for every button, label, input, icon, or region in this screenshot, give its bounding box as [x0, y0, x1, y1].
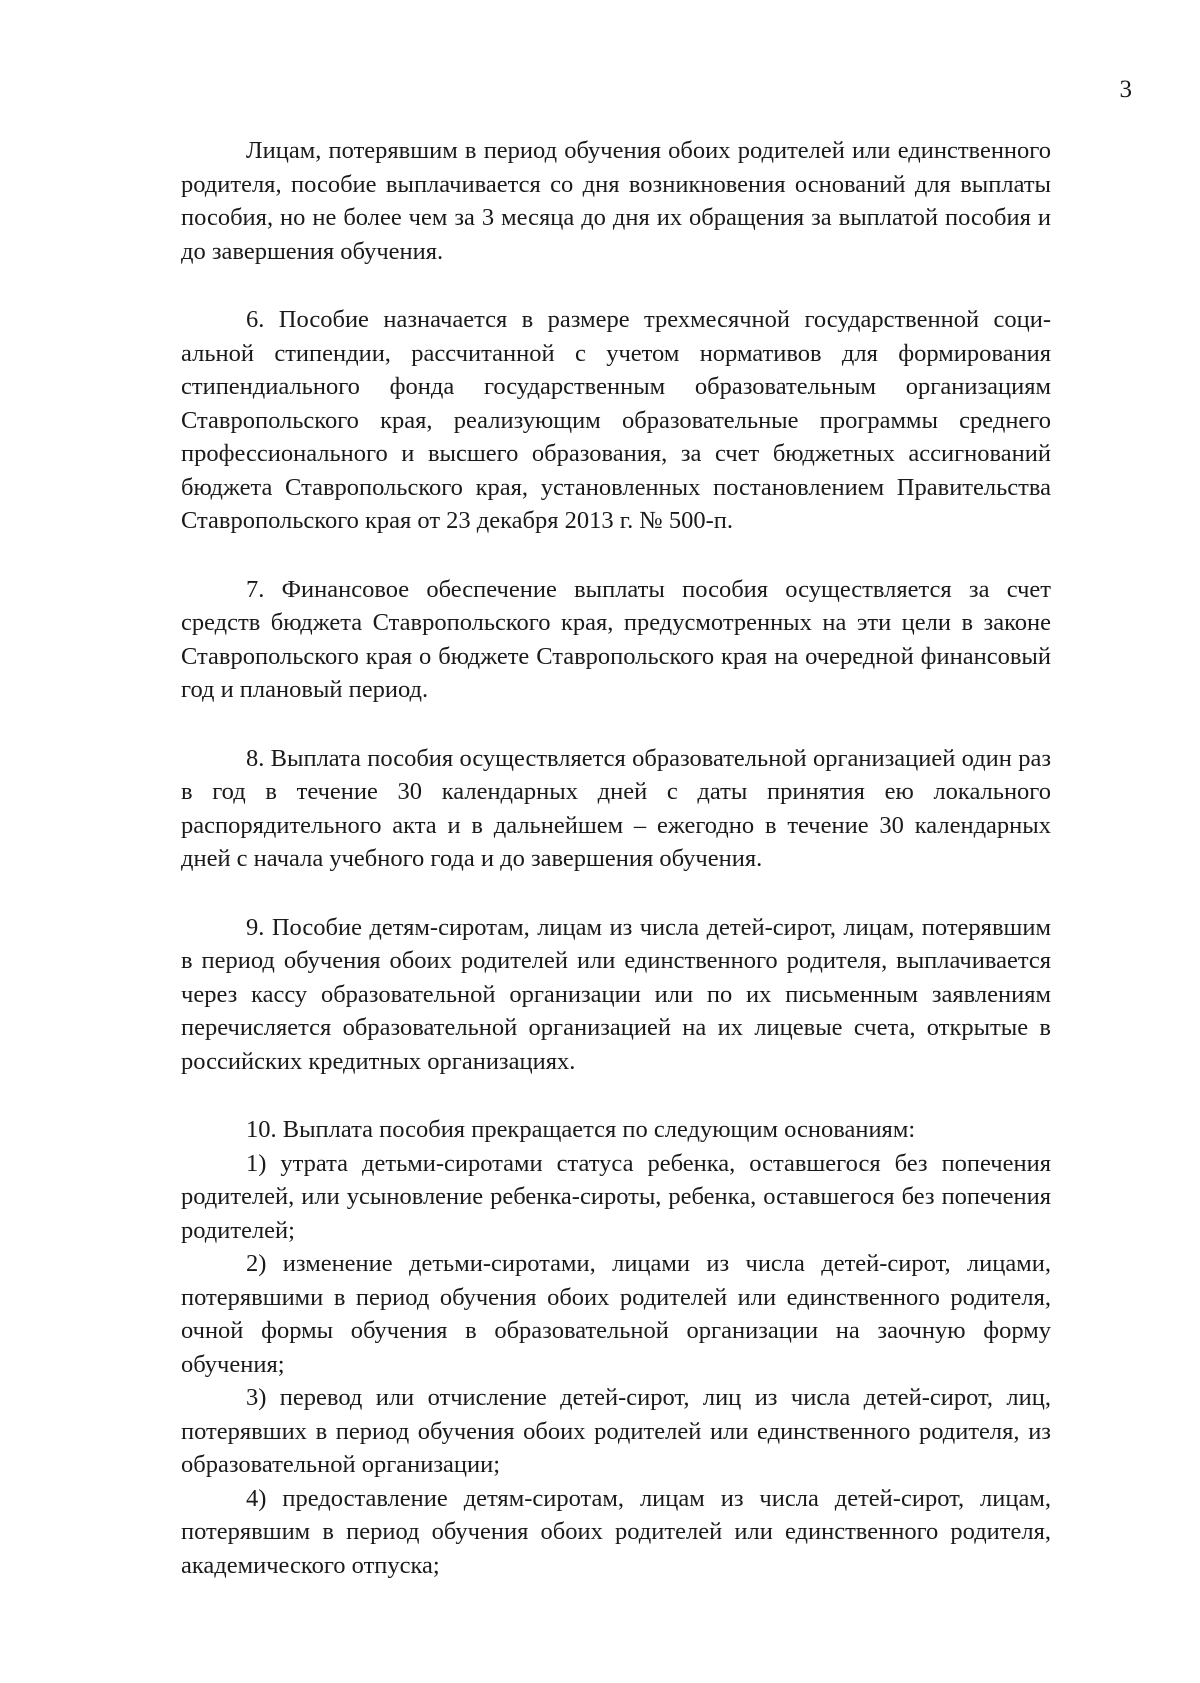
- list-item-10-1: 1) утрата детьми-сиротами статуса ребенка, оставшегося без попечения родителей, или усыновление ребенка-сироты, ребенка, оставшегося без попечения родителей;: [181, 1149, 1051, 1244]
- list-item-10-3: 3) перевод или отчисление детей-сирот, лиц из числа детей-сирот, лиц, потерявших в период обучения обоих родителей или единственного родителя, из образовательной организации;: [181, 1384, 1051, 1478]
- document-body: [181, 134, 1051, 1582]
- list-item-10-2: 2) изменение детьми-сиротами, лицами из числа детей-сирот, лицами, потерявшими в период обучения обоих родителей или единственного родителя, очной формы обучения в образовательной организации на заочную форму обучения;: [181, 1250, 1051, 1378]
- paragraph-9: 9. Пособие детям-сиротам, лицам из числа детей-сирот, лицам, потерявшим в период обучения обоих родителей или единственного родителя, выплачивается через кассу образовательной организации или по их письменным заявлениям перечисляется образовательной организацией на их лицевые счета, открытые в российских кредитных организациях.: [181, 913, 1051, 1075]
- paragraph-10: 10. Выплата пособия прекращается по следующим основаниям:: [246, 1116, 916, 1143]
- paragraph-7: 7. Финансовое обеспечение выплаты пособия осуществляется за счет средств бюджета Ставропольского края, предусмотренных на эти цели в законе Ставропольского края о бюджете Ставропольского края на очередной финансовый год и плановый период.: [181, 575, 1051, 703]
- page-number: 3: [1119, 76, 1132, 103]
- paragraph-orphans-parents: Лицам, потерявшим в период обучения обоих родителей или единственного родителя, пособие выплачивается со дня возникновения оснований для выплаты пособия, но не более чем за 3 месяца до дня их обращения за выплатой пособия и до завершения обучения.: [181, 137, 1051, 265]
- paragraph-8: 8. Выплата пособия осуществляется образовательной организацией один раз в год в течение 30 календарных дней с даты принятия ею локального распорядительного акта и в дальнейшем – ежегодно в течение 30 календарных дней с начала учебного года и до завершения обучения.: [181, 744, 1051, 872]
- paragraph-6: 6. Пособие назначается в размере трехмесячной государственной социальной стипендии, рассчитанной с учетом нормативов для формирования стипендиального фонда государственным образовательным организациям Ставропольского края, реализующим образовательные программы среднего профессионального и высшего образования, за счет бюджетных ассигнований бюджета Ставропольского края, установленных постановлением Правительства Ставропольского края от 23 декабря 2013 г. № 500-п.: [181, 306, 1051, 534]
- list-item-10-4: 4) предоставление детям-сиротам, лицам из числа детей-сирот, лицам, потерявшим в период обучения обоих родителей или единственного родителя, академического отпуска;: [181, 1484, 1051, 1579]
